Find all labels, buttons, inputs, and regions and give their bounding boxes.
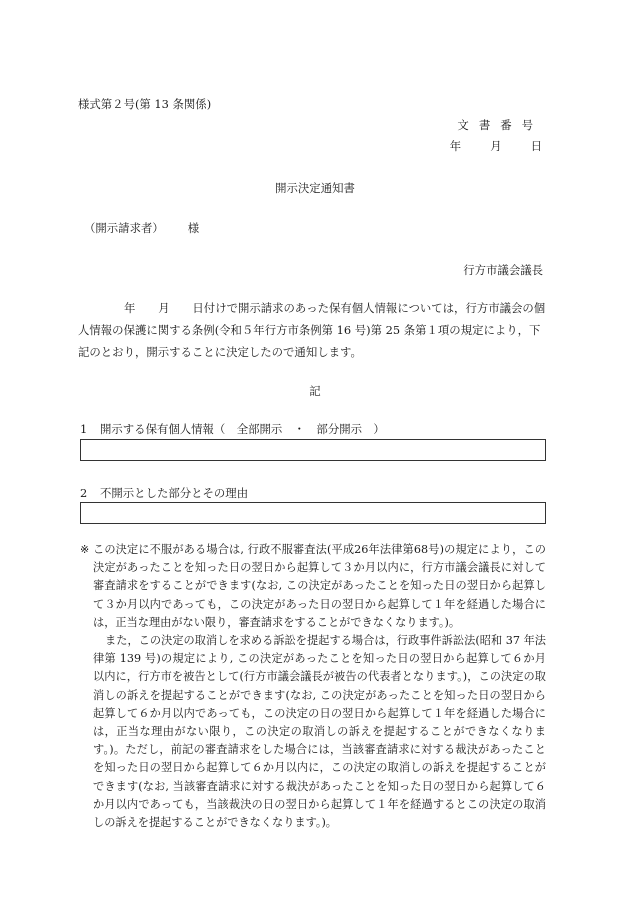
item-1-heading <box>80 421 385 437</box>
note-mark: ※ <box>80 543 90 556</box>
date-year: 年 <box>449 139 463 153</box>
item-2-heading <box>80 485 248 501</box>
sender-name: 行方市議会議長 <box>463 263 543 277</box>
document-title: 開示決定通知書 <box>275 181 355 195</box>
note-paragraph-2: また，この決定の取消しを求める訴訟を提起する場合は，行政事件訴訟法(昭和 37 年法律第 139 号)の規定により, この決定があったことを知った日の翌日から起算して６か月以内に，行方市を被告として(行方市議会議長が被告の代表者となります。)，この決定の取消しの訴えを提起することができます(なお, この決定があったことを知った日の翌日から起算して６か月以内であっても，この決定の日の翌日から起算して１年を経過した場合には，正当な理由がない限り，この決定の取消しの訴えを提起することができなくなります。)。ただし，前記の審査請求をした場合には，当該審査請求に対する裁決があったことを知った日の翌日から起算して６か月以内に，この決定の取消しの訴えを提起することができます(なお, 当該審査請求に対する裁決があったことを知った日の翌日から起算して６か月以内であっても，当該裁決の日の翌日から起算して１年を経過するとこの決定の取消しの訴えを提起することができなくなります。)。 <box>93 634 546 830</box>
body-text: 日付けで開示請求のあった保有個人情報については，行方市議会の個人情報の保護に関する条例(令和５年行方市条例第 16 号)第 25 条第１項の規定により，下記のとおり，開示することに決定したので通知します。 <box>78 301 546 359</box>
body-month: 月 <box>158 301 170 315</box>
ki-heading: 記 <box>309 384 321 398</box>
document-number-label: 文書番号 <box>457 118 543 132</box>
item-2-label: 不開示とした部分とその理由 <box>100 486 249 500</box>
requester-name: （開示請求者） <box>84 221 164 235</box>
date-month: 月 <box>490 139 503 153</box>
body-year: 年 <box>124 301 136 315</box>
item-1-number: 1 <box>80 422 88 436</box>
item-2-field[interactable] <box>80 502 546 524</box>
requester-honorific: 様 <box>187 221 200 235</box>
date-line <box>450 138 543 154</box>
form-number: 様式第２号(第 13 条関係) <box>78 97 212 111</box>
item-1-label: 開示する保有個人情報（ 全部開示 ・ 部分開示 ） <box>100 422 385 436</box>
item-1-field[interactable] <box>80 439 546 461</box>
body-paragraph <box>78 297 548 363</box>
requester-line <box>84 220 199 236</box>
note-paragraph-1: この決定に不服がある場合は, 行政不服審査法(平成26年法律第68号)の規定により，この決定があったことを知った日の翌日から起算して３か月以内に，行方市議会議長に対して審査請求をすることができます(なお, この決定があったことを知った日の翌日から起算して３か月以内であっても，この決定があった日の翌日から起算して１年を経過した場合には，正当な理由がない限り，審査請求をすることができなくなります。)。 <box>93 543 546 629</box>
notes-section <box>80 541 546 832</box>
date-day: 日 <box>530 139 543 153</box>
item-2-number: 2 <box>80 486 88 500</box>
